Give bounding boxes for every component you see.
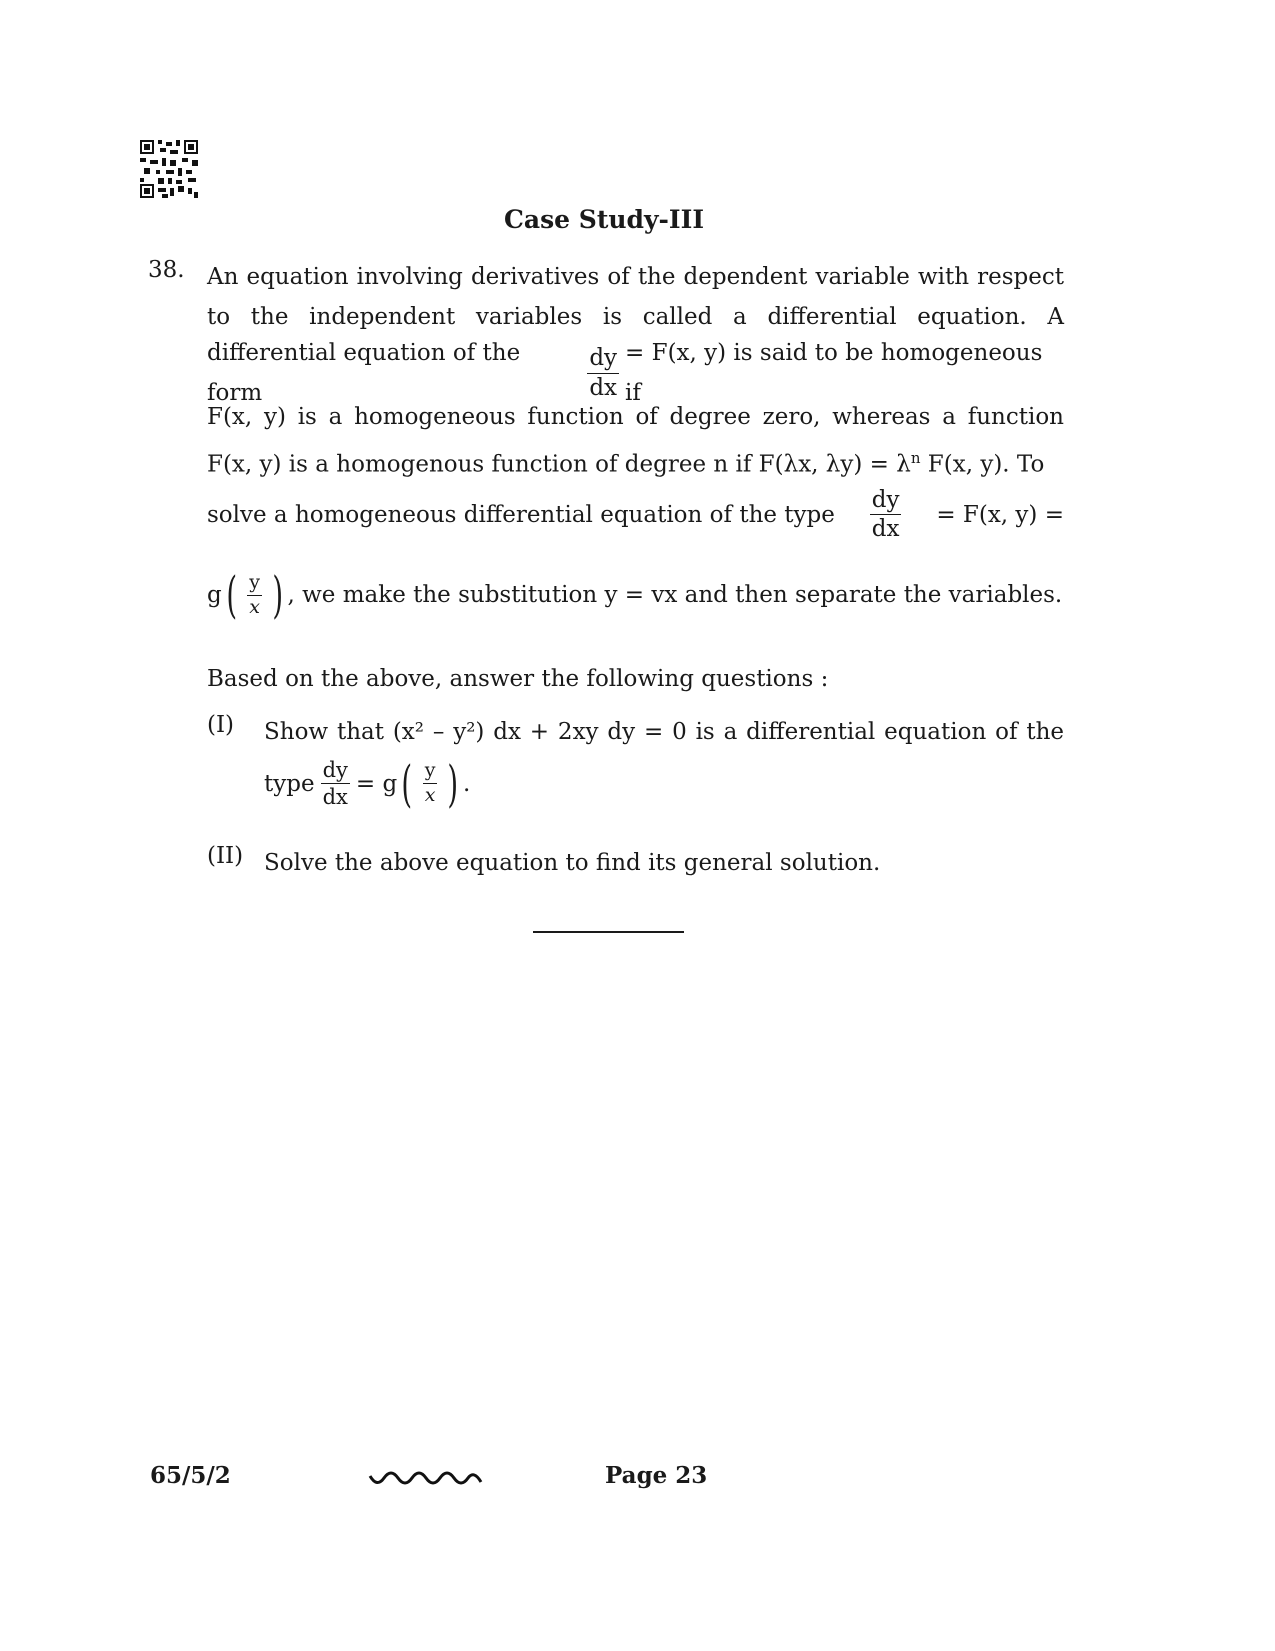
text-fragment: F(x, y). To	[920, 451, 1045, 478]
numerator: y	[423, 760, 438, 784]
variable-x: x	[249, 595, 260, 618]
text-fragment: = F(x, y) is said to be homogeneous if	[625, 340, 1043, 406]
text-fragment: .	[462, 770, 471, 797]
question-number: 38.	[148, 257, 185, 283]
fraction-dy-dx	[870, 487, 902, 543]
section-heading: Case Study-III	[503, 205, 705, 234]
page-number: Page 23	[605, 1462, 708, 1489]
denominator: dx	[589, 374, 618, 401]
part-text: Show that (x² – y²) dx + 2xy dy = 0 is a differential equation of the	[264, 719, 1064, 745]
text-fragment: solve a homogeneous differential equation of the type	[207, 501, 835, 528]
text-fragment: type	[264, 770, 315, 797]
part-label: (II)	[207, 843, 244, 869]
numerator: dy	[870, 487, 902, 515]
text-line	[207, 566, 1064, 624]
fraction-y-x	[423, 760, 438, 807]
part-text-line2	[264, 754, 664, 813]
text-fragment: F(x, y) is a homogenous function of degree n if F(λx, λy) = λ	[207, 451, 911, 478]
qr-code-icon	[140, 140, 198, 198]
text-fragment: = g	[355, 770, 398, 797]
numerator: dy	[587, 345, 619, 373]
denominator	[423, 784, 438, 807]
instruction-text: Based on the above, answer the following questions :	[207, 666, 829, 692]
numerator: dy	[321, 758, 350, 784]
divider-rule	[533, 931, 684, 933]
text-line	[207, 487, 1064, 543]
text-line: F(x, y) is a homogeneous function of degree zero, whereas a function	[207, 404, 1064, 430]
text-fragment: = F(x, y) =	[936, 501, 1064, 528]
paper-code: 65/5/2	[150, 1462, 231, 1489]
denominator	[247, 596, 262, 619]
wave-ornament-icon	[368, 1468, 483, 1490]
text-fragment	[207, 438, 1044, 485]
superscript: n	[910, 449, 921, 467]
numerator: y	[247, 572, 262, 596]
text-fragment: , we make the substitution y = vx and then separate the variables.	[287, 582, 1063, 608]
variable-x: x	[424, 784, 436, 807]
denominator: dx	[871, 516, 900, 543]
text-line: to the independent variables is called a differential equation. A	[207, 304, 1064, 330]
text-line	[207, 438, 1064, 485]
fraction-dy-dx	[587, 345, 619, 401]
fraction-y-x	[247, 572, 262, 619]
text-line: An equation involving derivatives of the dependent variable with respect	[207, 264, 1064, 290]
function-g: g	[207, 582, 222, 608]
fraction-dy-dx	[321, 758, 350, 809]
denominator: dx	[322, 785, 348, 810]
parenthesised-fraction	[397, 754, 463, 813]
right-paren: )	[272, 566, 284, 624]
part-label: (I)	[207, 712, 235, 738]
right-paren: )	[447, 754, 459, 813]
part-text: Solve the above equation to find its general solution.	[264, 850, 881, 876]
text-fragment: differential equation of the form	[207, 340, 521, 406]
left-paren: (	[401, 754, 413, 813]
parenthesised-fraction	[222, 566, 288, 624]
left-paren: (	[226, 566, 237, 624]
